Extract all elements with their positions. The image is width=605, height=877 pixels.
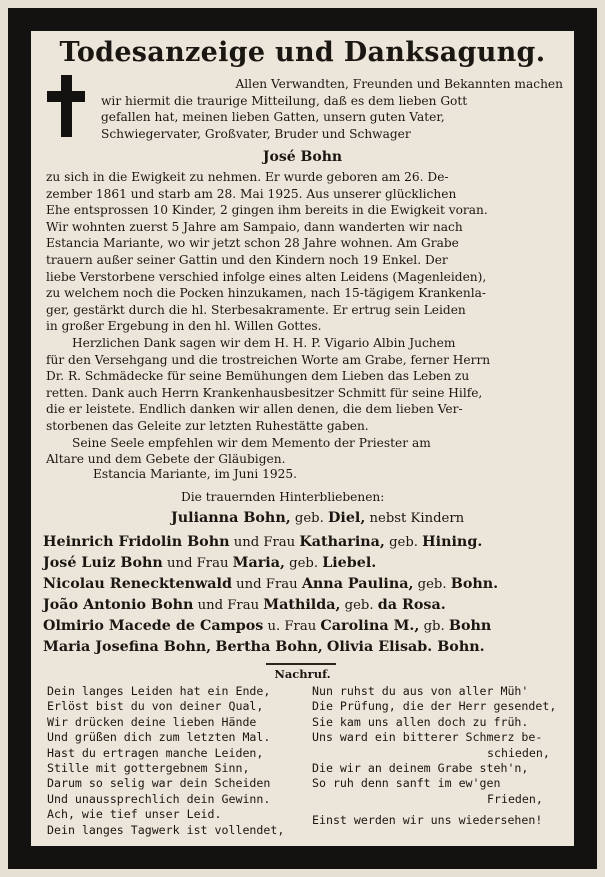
widow-name: Julianna Bohn, — [171, 510, 291, 526]
family-connector: geb. — [384, 535, 423, 550]
poem-line: Nun ruhst du aus von aller Müh' — [312, 684, 529, 698]
body-line: Wir wohnten zuerst 5 Jahre am Sampaio, dann wanderten wir nach — [46, 219, 463, 234]
family-member: Hining. — [422, 534, 483, 550]
family-member: Maria, — [232, 555, 285, 571]
poem-line: Die Prüfung, die der Herr gesendet, — [312, 699, 557, 714]
family-member: Anna Paulina, — [301, 576, 414, 592]
poem-left-column — [47, 684, 284, 838]
family-member: Mathilda, — [263, 597, 341, 613]
deceased-name: José Bohn — [262, 149, 343, 165]
poem-line: Und unaussprechlich dein Gewinn. — [47, 791, 271, 806]
nachruf-heading: Nachruf. — [274, 667, 331, 681]
place-date: Estancia Mariante, im Juni 1925. — [93, 467, 298, 481]
body-line: Herzlichen Dank sagen wir dem H. H. P. Vigario Albin Juchem — [72, 335, 456, 350]
intro-line: wir hiermit die traurige Mitteilung, daß es dem lieben Gott — [101, 93, 468, 108]
family-line — [43, 618, 491, 634]
poem-line: Hast du ertragen manche Leiden, — [47, 745, 264, 760]
body-line: retten. Dank auch Herrn Krankenhausbesitzer Schmitt für seine Hilfe, — [46, 385, 483, 400]
family-line — [43, 597, 446, 613]
intro-line: gefallen hat, meinen lieben Gatten, unsern guten Vater, — [101, 110, 445, 125]
family-connector: und Frau — [162, 556, 233, 571]
body-line: für den Versehgang und die trostreichen Worte am Grabe, ferner Herrn — [46, 352, 491, 367]
poem-line: schieden, — [487, 745, 550, 760]
family-line — [43, 576, 498, 592]
body-line: liebe Verstorbene verschied infolge eines alten Leidens (Magenleiden), — [46, 269, 487, 284]
body-line: zember 1861 und starb am 28. Mai 1925. Aus unserer glücklichen — [46, 186, 457, 201]
widow-maiden-name: Diel, — [328, 510, 366, 526]
body-paragraph — [46, 169, 564, 468]
notice-title: Todesanzeige und Danksagung. — [59, 37, 546, 68]
body-line: in großer Ergebung in den hl. Willen Gottes. — [46, 319, 322, 334]
family-member: Bohn. — [450, 576, 499, 592]
family-member: da Rosa. — [377, 597, 446, 613]
poem-line: Wir drücken deine lieben Hände — [47, 714, 257, 729]
family-member: Olivia Elisab. Bohn. — [326, 639, 485, 655]
poem-line: Dein langes Leiden hat ein Ende, — [47, 684, 271, 698]
family-member: Carolina M., — [320, 618, 420, 634]
intro-paragraph — [101, 76, 563, 142]
family-member: Nicolau Renecktenwald — [43, 576, 232, 592]
poem-line: Stille mit gottergebnem Sinn, — [47, 761, 250, 776]
poem-line: Sie kam uns allen doch zu früh. — [312, 714, 529, 729]
intro-line: Schwiegervater, Großvater, Bruder und Schwager — [101, 126, 411, 141]
family-member: Liebel. — [322, 555, 377, 571]
poem-line: Frieden, — [487, 791, 543, 806]
divider — [266, 663, 336, 665]
poem-line: Dein langes Tagwerk ist vollendet, — [47, 822, 285, 837]
family-member: Bertha Bohn, — [215, 639, 323, 655]
widow-line — [171, 510, 464, 526]
family-connector: geb. — [284, 556, 323, 571]
family-line — [43, 555, 376, 571]
family-member: João Antonio Bohn — [43, 597, 194, 613]
death-notice — [31, 31, 574, 846]
family-member: Bohn — [448, 618, 492, 634]
family-connector: u. Frau — [263, 619, 321, 634]
body-line: die er leistete. Endlich danken wir allen denen, die dem lieben Ver- — [46, 402, 463, 417]
family-connector: und Frau — [231, 577, 302, 592]
widow-nee: geb. — [294, 511, 324, 526]
poem-right-column — [312, 684, 556, 829]
body-line: Seine Seele empfehlen wir dem Memento der Priester am — [72, 435, 431, 450]
family-connector: geb. — [340, 598, 378, 613]
family-connector: gb. — [419, 619, 449, 634]
poem-line: Ach, wie tief unser Leid. — [47, 807, 222, 822]
family-connector: geb. — [413, 577, 451, 592]
body-line: Ehe entsprossen 10 Kinder, 2 gingen ihm bereits in die Ewigkeit voran. — [46, 203, 488, 218]
poem-line: Darum so selig war dein Scheiden — [47, 776, 271, 791]
body-line: Altare und dem Gebete der Gläubigen. — [46, 452, 286, 467]
poem-line: Die wir an deinem Grabe steh'n, — [312, 761, 529, 776]
body-line: Estancia Mariante, wo wir jetzt schon 28 Jahre wohnen. Am Grabe — [46, 236, 459, 251]
survivors-heading: Die trauernden Hinterbliebenen: — [181, 490, 385, 504]
body-line: storbenen das Geleite zur letzten Ruhestätte gaben. — [46, 418, 369, 433]
family-member: José Luiz Bohn — [43, 555, 163, 571]
intro-line: Allen Verwandten, Freunden und Bekannten machen — [235, 77, 563, 91]
body-line: Dr. R. Schmädecke für seine Bemühungen dem Lieben das Leben zu — [46, 369, 470, 384]
poem-line: Und grüßen dich zum letzten Mal. — [47, 730, 271, 745]
poem-line: Einst werden wir uns wiedersehen! — [312, 813, 543, 828]
family-member: Olmirio Macede de Campos — [43, 618, 264, 634]
family-connector: und Frau — [229, 535, 300, 550]
family-connector: und Frau — [193, 598, 264, 613]
family-member: Heinrich Fridolin Bohn — [43, 534, 230, 550]
body-line: zu sich in die Ewigkeit zu nehmen. Er wurde geboren am 26. De- — [46, 170, 449, 184]
poem-line: So ruh denn sanft im ew'gen — [312, 776, 501, 791]
body-line: trauern außer seiner Gattin und den Kindern noch 19 Enkel. Der — [46, 252, 448, 267]
widow-rest: nebst Kindern — [369, 511, 465, 526]
poem-line: Erlöst bist du von deiner Qual, — [47, 699, 264, 714]
body-line: ger, gestärkt durch die hl. Sterbesakramente. Er ertrug sein Leiden — [46, 302, 466, 317]
family-member: Maria Josefina Bohn, — [43, 639, 212, 655]
poem-line: Uns ward ein bitterer Schmerz be- — [312, 730, 543, 745]
body-line: zu welchem noch die Pocken hinzukamen, nach 15-tägigem Krankenla- — [46, 286, 486, 301]
family-member: Katharina, — [299, 534, 385, 550]
cross-icon — [47, 75, 85, 137]
family-line — [43, 534, 482, 550]
family-line — [43, 639, 485, 655]
